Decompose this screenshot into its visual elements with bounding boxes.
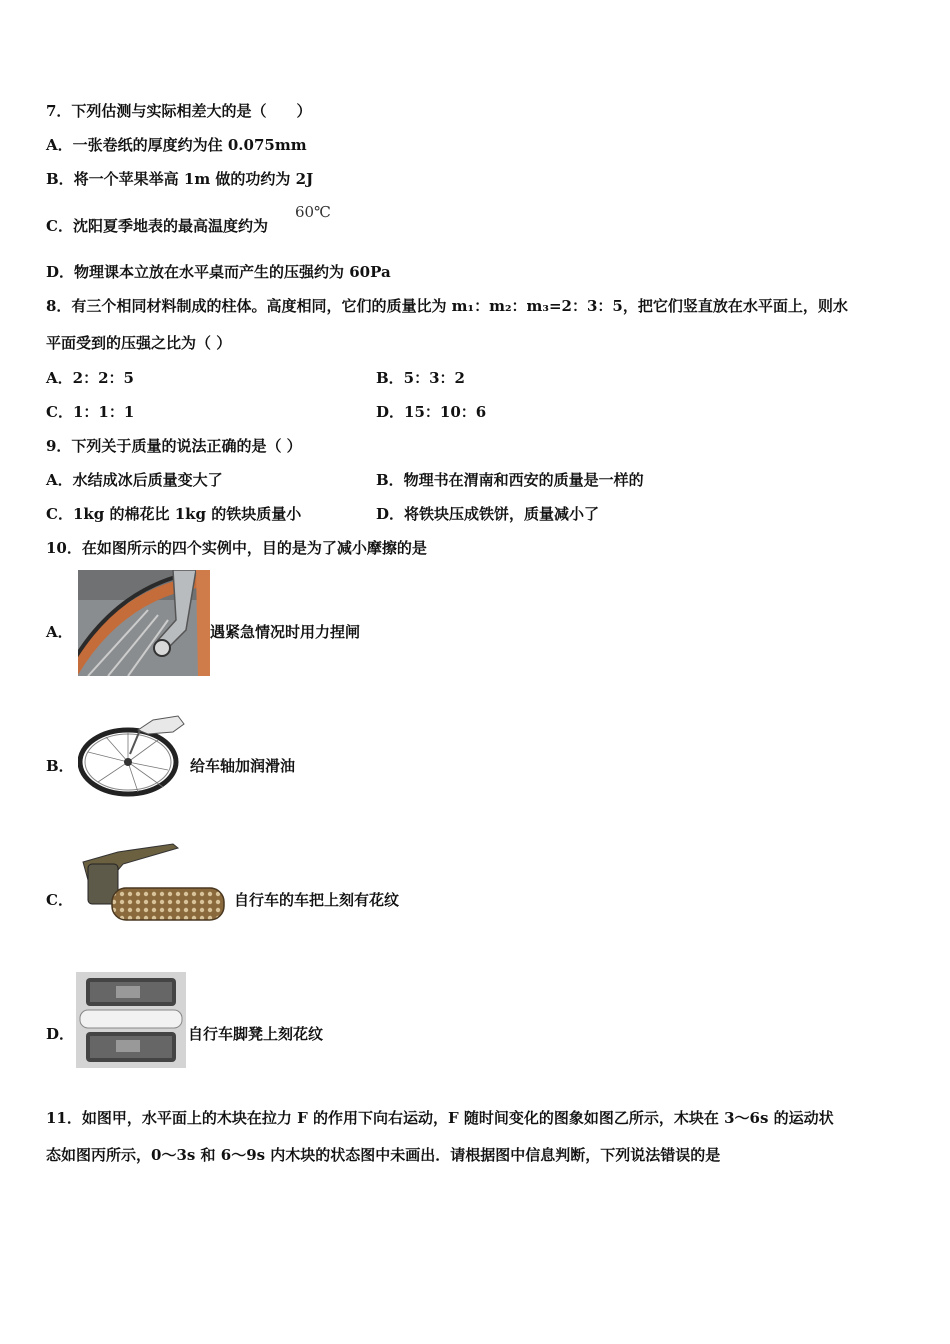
q8-option-b: B．5：3：2 (376, 369, 465, 387)
q10-option-d-letter: D． (46, 1025, 75, 1043)
q10-option-b-text: 给车轴加润滑油 (190, 757, 296, 775)
q10-option-a-letter: A． (46, 623, 73, 641)
q8-option-c: C．1：1：1 (46, 403, 135, 421)
q10-option-d-text: 自行车脚凳上刻花纹 (188, 1025, 324, 1043)
q10-option-a-text: 遇紧急情况时用力捏闸 (210, 623, 361, 641)
bicycle-brake-image (78, 570, 210, 676)
handlebar-grip-image (78, 842, 228, 930)
q9-option-a: A．水结成冰后质量变大了 (46, 471, 223, 489)
q8-option-a: A．2：2：5 (46, 369, 134, 387)
q11-stem-line1: 11．如图甲，水平面上的木块在拉力 F 的作用下向右运动，F 随时间变化的图象如图乙所示，木块在 3～6s 的运动状 (46, 1109, 834, 1127)
q7-option-d: D．物理课本立放在水平桌而产生的压强约为 60Pa (46, 263, 391, 281)
q8-stem-line2: 平面受到的压强之比为（ ） (46, 334, 232, 352)
q9-stem: 9．下列关于质量的说法正确的是（ ） (46, 437, 302, 455)
bicycle-wheel-oil-image (78, 712, 188, 798)
q7-stem: 7．下列估测与实际相差大的是（ ） (46, 102, 312, 120)
q10-option-b-letter: B． (46, 757, 74, 775)
q9-option-d: D．将铁块压成铁饼，质量减小了 (376, 505, 600, 523)
bicycle-pedal-image (76, 972, 186, 1068)
q8-stem-line1: 8．有三个相同材料制成的柱体。高度相同，它们的质量比为 m₁：m₂：m₃=2：3：5，把它们竖直放在水平面上，则水 (46, 297, 848, 315)
q7-option-a: A．一张卷纸的厚度约为住 0.075mm (46, 136, 307, 154)
q9-option-c: C．1kg 的棉花比 1kg 的铁块质量小 (46, 505, 302, 523)
q8-option-d: D．15：10：6 (376, 403, 487, 421)
q9-option-b: B．物理书在渭南和西安的质量是一样的 (376, 471, 644, 489)
q11-stem-line2: 态如图丙所示，0～3s 和 6～9s 内木块的状态图中未画出．请根据图中信息判断，下列说法错误的是 (46, 1146, 721, 1164)
q7-option-b: B．将一个苹果举高 1m 做的功约为 2J (46, 170, 314, 188)
q7-option-c-temperature: 60℃ (295, 203, 331, 221)
q10-stem: 10．在如图所示的四个实例中，目的是为了减小摩擦的是 (46, 539, 427, 557)
q10-option-c-text: 自行车的车把上刻有花纹 (234, 891, 400, 909)
q10-option-c-letter: C． (46, 891, 73, 909)
q7-option-c: C．沈阳夏季地表的最高温度约为 (46, 217, 268, 235)
